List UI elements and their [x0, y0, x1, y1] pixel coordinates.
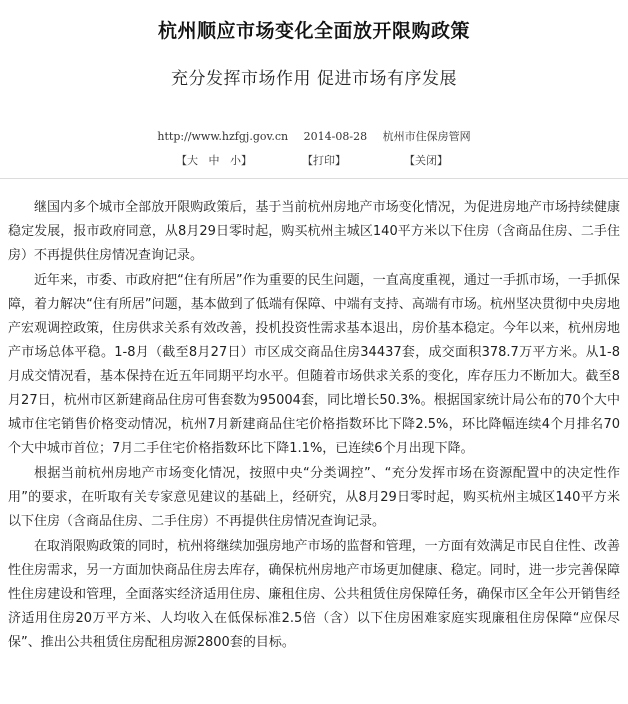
- font-size-bracket-open: 【: [176, 154, 187, 167]
- article-toolbar: [0, 152, 628, 168]
- publisher-name: 杭州市住保房管网: [382, 130, 471, 143]
- article-meta: [0, 128, 628, 144]
- font-size-large-button[interactable]: 大: [187, 154, 198, 167]
- article-subtitle: 充分发挥市场作用 促进市场有序发展: [171, 69, 457, 89]
- article-paragraph-3: 根据当前杭州房地产市场变化情况，按照中央“分类调控”、“充分发挥市场在资源配置中的决定性作用”的要求，在听取有关专家意见建议的基础上，经研究，从8月29日零时起，购买杭州主城区140平方米以下住房（含商品住房、二手住房）不再提供住房情况查询记录。: [8, 466, 620, 529]
- article-paragraph-2: 近年来，市委、市政府把“住有所居”作为重要的民生问题，一直高度重视，通过一手抓市场，一手抓保障，着力解决“住有所居”问题，基本做到了低端有保障、中端有支持、高端有市场。杭州坚决贯彻中央房地产宏观调控政策，住房供求关系有效改善，投机投资性需求基本退出，房价基本稳定。今年以来，杭州房地产市场总体平稳。1-8月（截至8月27日）市区成交商品住房34437套，成交面积378.7万平方米。从1-8月成交情况看，基本保持在近五年同期平均水平。但随着市场供求关系的变化，库存压力不断加大。截至8月27日，杭州市区新建商品住房可售套数为95004套，同比增长50.3%。根据国家统计局公布的70个大中城市住宅销售价格变动情况，杭州7月新建商品住宅价格指数环比下降2.5%，环比降幅连续4个月排名70个大中城市首位；7月二手住宅价格指数环比下降1.1%，已连续6个月出现下降。: [8, 273, 620, 456]
- source-url[interactable]: http://www.hzfgj.gov.cn: [157, 130, 289, 143]
- article-paragraph-1: 继国内多个城市全部放开限购政策后，基于当前杭州房地产市场变化情况，为促进房地产市场持续健康稳定发展，报市政府同意，从8月29日零时起，购买杭州主城区140平方米以下住房（含商品住房、二手住房）不再提供住房情况查询记录。: [8, 200, 620, 263]
- print-button[interactable]: 【打印】: [302, 154, 346, 167]
- publish-date: 2014-08-28: [303, 130, 368, 143]
- article-body: [8, 196, 620, 656]
- header-divider: [0, 178, 628, 179]
- font-size-medium-button[interactable]: 中: [208, 154, 220, 167]
- close-button[interactable]: 【关闭】: [404, 154, 448, 167]
- article-paragraph-4: 在取消限购政策的同时，杭州将继续加强房地产市场的监督和管理，一方面有效满足市民自住性、改善性住房需求，另一方面加快商品住房去库存，确保杭州房地产市场更加健康、稳定。同时，进一步完善保障性住房建设和管理，全面落实经济适用住房、廉租住房、公共租赁住房保障任务，确保市区全年公开销售经济适用住房20万平方米、人均收入在低保标准2.5倍（含）以下住房困难家庭实现廉租住房保障“应保尽保”、推出公共租赁住房配租房源2800套的目标。: [8, 539, 620, 650]
- font-size-bracket-close: 】: [241, 154, 252, 167]
- article-title: 杭州顺应市场变化全面放开限购政策: [157, 20, 470, 42]
- font-size-small-button[interactable]: 小: [230, 154, 241, 167]
- font-size-control: [176, 152, 252, 168]
